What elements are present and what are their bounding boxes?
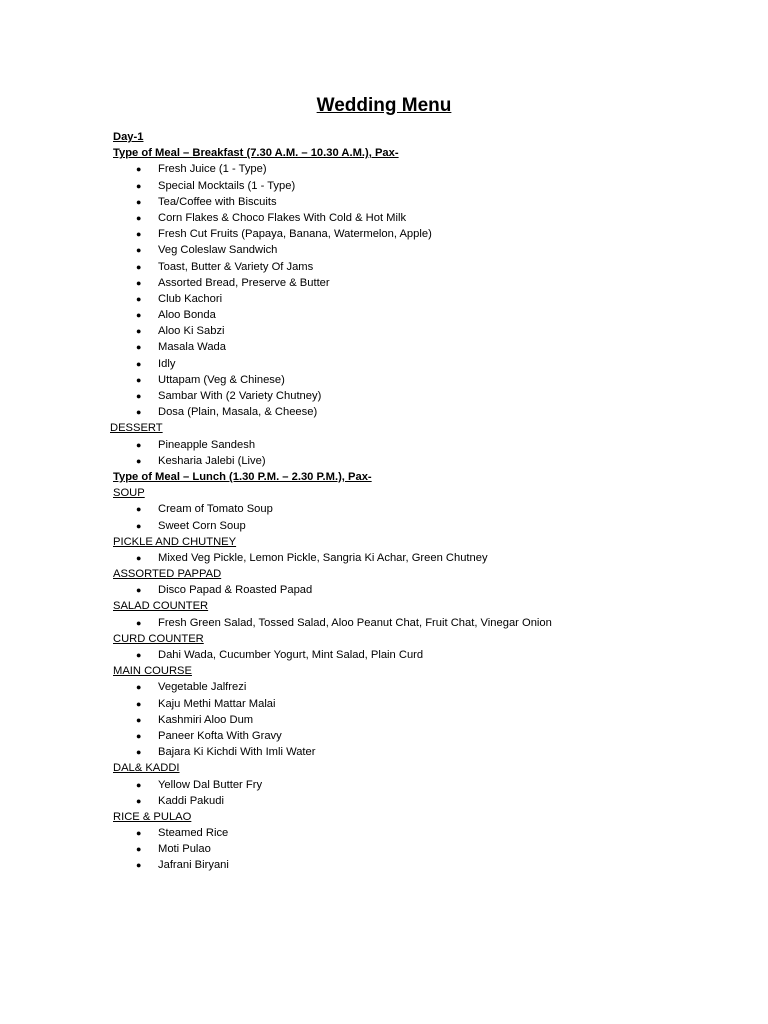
curd-list xyxy=(113,647,733,663)
bullet-icon: ● xyxy=(136,552,142,563)
list-item-label: Dosa (Plain, Masala, & Cheese) xyxy=(158,406,318,419)
bullet-icon: ● xyxy=(136,698,142,709)
list-item xyxy=(113,744,733,760)
pappad-heading: ASSORTED PAPPAD xyxy=(113,568,222,581)
list-item xyxy=(113,194,733,210)
bullet-icon: ● xyxy=(136,261,142,272)
list-item xyxy=(113,437,733,453)
bullet-icon: ● xyxy=(136,828,142,839)
day-heading: Day-1 xyxy=(113,131,144,143)
bullet-icon: ● xyxy=(136,326,142,337)
rice-list xyxy=(113,825,733,874)
list-item-label: Assorted Bread, Preserve & Butter xyxy=(158,276,330,289)
bullet-icon: ● xyxy=(136,650,142,660)
bullet-icon: ● xyxy=(136,779,142,790)
bullet-icon: ● xyxy=(136,245,142,256)
bullet-icon: ● xyxy=(136,212,142,223)
list-item xyxy=(113,339,733,355)
dessert-heading: DESSERT xyxy=(110,422,163,435)
list-item xyxy=(113,550,733,566)
rice-heading: RICE & PULAO xyxy=(113,810,192,823)
list-item-label: Club Kachori xyxy=(158,292,223,305)
list-item-label: Uttapam (Veg & Chinese) xyxy=(158,373,285,386)
list-item-label: Fresh Juice (1 - Type) xyxy=(158,163,267,176)
list-item-label: Aloo Ki Sabzi xyxy=(158,325,225,338)
salad-list xyxy=(113,615,733,631)
bullet-icon: ● xyxy=(136,342,142,353)
list-item xyxy=(113,777,733,793)
list-item xyxy=(113,793,733,809)
list-item-label: Kaddi Pakudi xyxy=(158,794,224,807)
page-title: Wedding Menu xyxy=(316,95,452,116)
bullet-icon: ● xyxy=(136,747,142,758)
pappad-list xyxy=(113,582,733,598)
pickle-heading: PICKLE AND CHUTNEY xyxy=(113,535,237,548)
breakfast-heading: Type of Meal – Breakfast (7.30 A.M. – 10.30 A.M.), Pax- xyxy=(113,147,399,160)
soup-list xyxy=(113,501,733,533)
bullet-icon: ● xyxy=(136,293,142,304)
bullet-icon: ● xyxy=(136,860,142,871)
list-item xyxy=(113,841,733,857)
list-item xyxy=(113,275,733,291)
list-item-label: Mixed Veg Pickle, Lemon Pickle, Sangria Ki Achar, Green Chutney xyxy=(158,551,488,564)
list-item xyxy=(113,356,733,372)
list-item xyxy=(113,388,733,404)
bullet-icon: ● xyxy=(136,795,142,806)
dal-heading: DAL& KADDI xyxy=(113,762,180,775)
list-item xyxy=(113,679,733,695)
dessert-list xyxy=(113,437,733,469)
lunch-heading: Type of Meal – Lunch (1.30 P.M. – 2.30 P.M.), Pax- xyxy=(113,470,372,483)
curd-heading: CURD COUNTER xyxy=(113,632,204,645)
list-item xyxy=(113,323,733,339)
list-item xyxy=(113,242,733,258)
breakfast-list xyxy=(113,161,733,420)
list-item xyxy=(113,501,733,517)
main-course-list xyxy=(113,679,733,760)
list-item-label: Idly xyxy=(158,357,176,370)
bullet-icon: ● xyxy=(136,277,142,288)
list-item xyxy=(113,615,733,631)
bullet-icon: ● xyxy=(136,439,142,450)
list-item-label: Aloo Bonda xyxy=(158,309,216,322)
bullet-icon: ● xyxy=(136,730,142,741)
main-course-heading: MAIN COURSE xyxy=(113,665,192,678)
bullet-icon: ● xyxy=(136,407,142,418)
soup-heading: SOUP xyxy=(113,487,145,500)
list-item xyxy=(113,453,733,469)
list-item-label: Moti Pulao xyxy=(158,843,211,856)
bullet-icon: ● xyxy=(136,391,142,401)
list-item xyxy=(113,178,733,194)
list-item xyxy=(113,226,733,242)
list-item xyxy=(113,291,733,307)
list-item xyxy=(113,404,733,420)
bullet-icon: ● xyxy=(136,164,142,175)
list-item-label: Jafrani Biryani xyxy=(158,859,229,872)
list-item-label: Kesharia Jalebi (Live) xyxy=(158,454,266,467)
bullet-icon: ● xyxy=(136,844,142,855)
list-item-label: Vegetable Jalfrezi xyxy=(158,681,247,694)
list-item xyxy=(113,825,733,841)
list-item-label: Disco Papad & Roasted Papad xyxy=(158,584,313,597)
pickle-list xyxy=(113,550,733,566)
list-item-label: Fresh Green Salad, Tossed Salad, Aloo Peanut Chat, Fruit Chat, Vinegar Onion xyxy=(158,616,552,629)
list-item xyxy=(113,696,733,712)
list-item-label: Veg Coleslaw Sandwich xyxy=(158,244,278,257)
bullet-icon: ● xyxy=(136,455,142,466)
list-item xyxy=(113,728,733,744)
menu-content xyxy=(110,129,733,874)
bullet-icon: ● xyxy=(136,585,142,596)
list-item xyxy=(113,857,733,873)
dal-list xyxy=(113,777,733,809)
list-item-label: Kaju Methi Mattar Malai xyxy=(158,697,276,710)
list-item-label: Tea/Coffee with Biscuits xyxy=(158,195,277,208)
list-item-label: Cream of Tomato Soup xyxy=(158,503,273,516)
list-item-label: Toast, Butter & Variety Of Jams xyxy=(158,260,314,273)
list-item xyxy=(113,647,733,663)
list-item xyxy=(113,161,733,177)
salad-heading: SALAD COUNTER xyxy=(113,600,209,613)
bullet-icon: ● xyxy=(136,504,142,515)
list-item-label: Paneer Kofta With Gravy xyxy=(158,729,282,742)
bullet-icon: ● xyxy=(136,196,142,207)
list-item xyxy=(113,712,733,728)
list-item-label: Masala Wada xyxy=(158,341,226,354)
list-item xyxy=(113,307,733,323)
bullet-icon: ● xyxy=(136,358,142,369)
bullet-icon: ● xyxy=(136,714,142,725)
bullet-icon: ● xyxy=(136,520,142,531)
list-item-label: Yellow Dal Butter Fry xyxy=(158,778,263,791)
bullet-icon: ● xyxy=(136,310,142,321)
list-item xyxy=(113,582,733,598)
list-item-label: Dahi Wada, Cucumber Yogurt, Mint Salad, Plain Curd xyxy=(158,649,424,661)
list-item-label: Bajara Ki Kichdi With Imli Water xyxy=(158,746,316,759)
list-item-label: Corn Flakes & Choco Flakes With Cold & Hot Milk xyxy=(158,211,407,224)
bullet-icon: ● xyxy=(136,374,142,385)
list-item-label: Special Mocktails (1 - Type) xyxy=(158,179,296,192)
list-item-label: Steamed Rice xyxy=(158,827,229,840)
list-item xyxy=(113,210,733,226)
bullet-icon: ● xyxy=(136,617,142,628)
list-item-label: Pineapple Sandesh xyxy=(158,438,256,451)
bullet-icon: ● xyxy=(136,180,142,191)
list-item xyxy=(113,259,733,275)
list-item-label: Kashmiri Aloo Dum xyxy=(158,713,254,726)
list-item-label: Sweet Corn Soup xyxy=(158,519,246,532)
list-item-label: Fresh Cut Fruits (Papaya, Banana, Watermelon, Apple) xyxy=(158,228,432,241)
bullet-icon: ● xyxy=(136,229,142,240)
list-item-label: Sambar With (2 Variety Chutney) xyxy=(158,390,322,402)
list-item xyxy=(113,518,733,534)
bullet-icon: ● xyxy=(136,682,142,693)
list-item xyxy=(113,372,733,388)
